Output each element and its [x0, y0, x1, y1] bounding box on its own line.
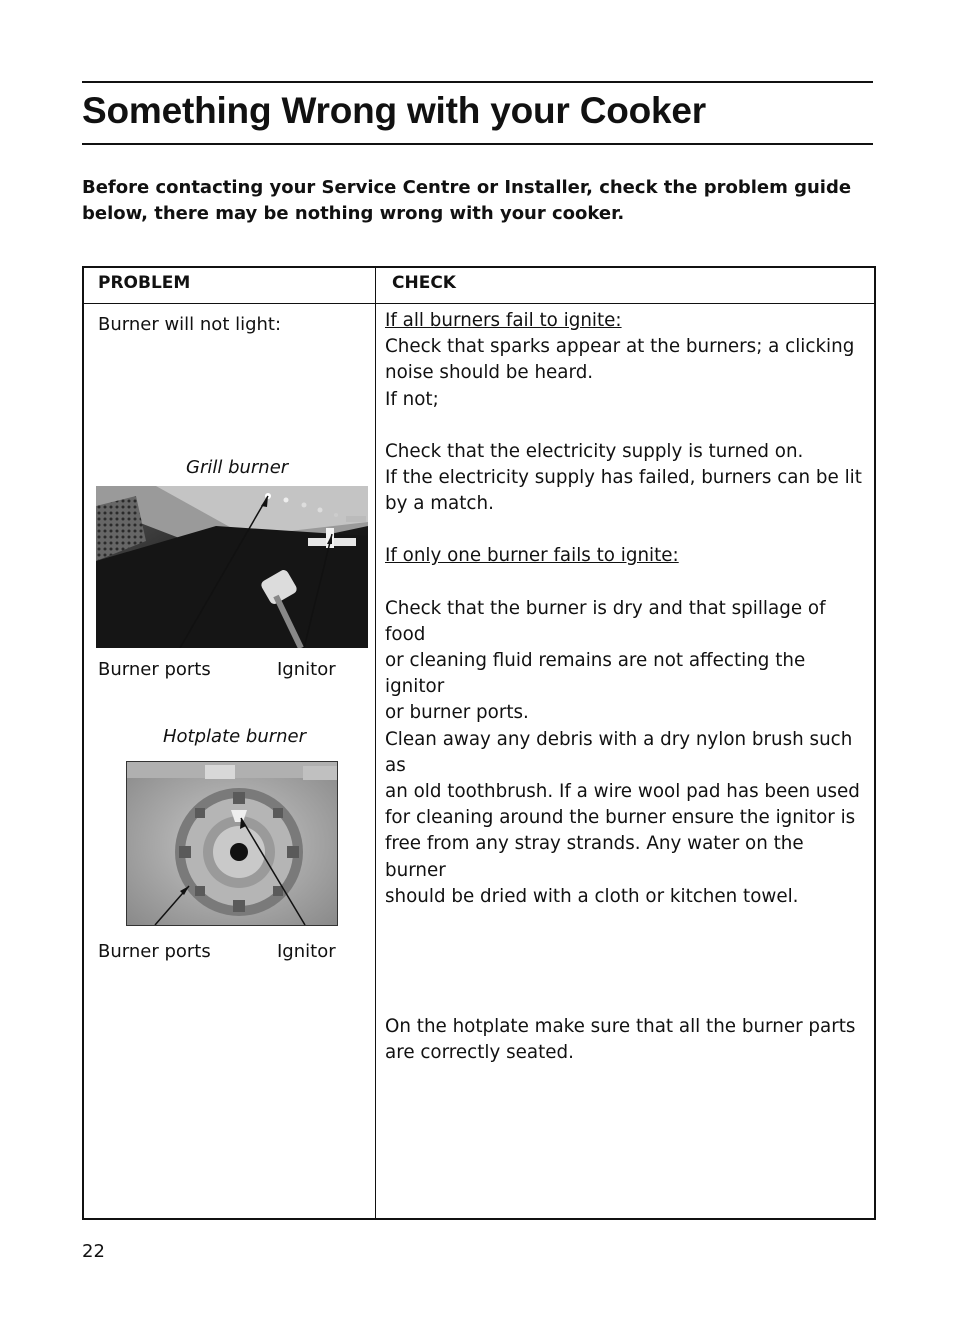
- intro-paragraph: Before contacting your Service Centre or Installer, check the problem guide below, there may be nothing wrong with your cooker.: [82, 177, 852, 224]
- grill-ignitor-label: Ignitor: [277, 659, 336, 680]
- check-line: Check that the burner is dry and that spillage of food: [385, 597, 826, 645]
- grill-burner-photo: [96, 486, 368, 648]
- top-rule: [82, 81, 873, 83]
- hotplate-burner-ports-label: Burner ports: [98, 941, 211, 962]
- header-check: CHECK: [392, 273, 456, 293]
- hotplate-ignitor-label: Ignitor: [277, 941, 336, 962]
- check-line: an old toothbrush. If a wire wool pad has been used: [385, 781, 860, 803]
- check-line: If not;: [385, 388, 439, 410]
- check-line: are correctly seated.: [385, 1042, 574, 1064]
- check-line: should be dried with a cloth or kitchen towel.: [385, 885, 799, 907]
- grill-burner-ports-label: Burner ports: [98, 659, 211, 680]
- page-number: 22: [82, 1241, 105, 1262]
- header-divider: [84, 303, 874, 304]
- check-line: noise should be heard.: [385, 362, 594, 384]
- check-line: or cleaning fluid remains are not affecting the ignitor: [385, 650, 806, 698]
- problem-check-table: [82, 266, 876, 1220]
- check-line: On the hotplate make sure that all the burner parts: [385, 1016, 856, 1038]
- check-line: Clean away any debris with a dry nylon brush such as: [385, 728, 853, 776]
- header-problem: PROBLEM: [98, 273, 191, 293]
- check-line: for cleaning around the burner ensure the ignitor is: [385, 807, 856, 829]
- check-line: Check that sparks appear at the burners; a clicking: [385, 336, 855, 358]
- check-line: free from any stray strands. Any water on the burner: [385, 833, 804, 881]
- check-column: [385, 308, 870, 1066]
- problem-text: Burner will not light:: [98, 314, 282, 335]
- hotplate-burner-caption: Hotplate burner: [163, 726, 307, 747]
- column-divider: [375, 268, 376, 1218]
- check-line: or burner ports.: [385, 702, 529, 724]
- grill-burner-caption: Grill burner: [186, 457, 289, 478]
- one-burner-fails-heading: If only one burner fails to ignite:: [385, 545, 679, 567]
- hotplate-burner-photo: [126, 761, 338, 926]
- page-title: Something Wrong with your Cooker: [82, 90, 706, 131]
- check-line: Check that the electricity supply is turned on.: [385, 440, 804, 462]
- check-line: by a match.: [385, 493, 494, 515]
- check-line: If the electricity supply has failed, burners can be lit: [385, 467, 862, 489]
- all-burners-fail-heading: If all burners fail to ignite:: [385, 310, 622, 331]
- title-underline: [82, 143, 873, 145]
